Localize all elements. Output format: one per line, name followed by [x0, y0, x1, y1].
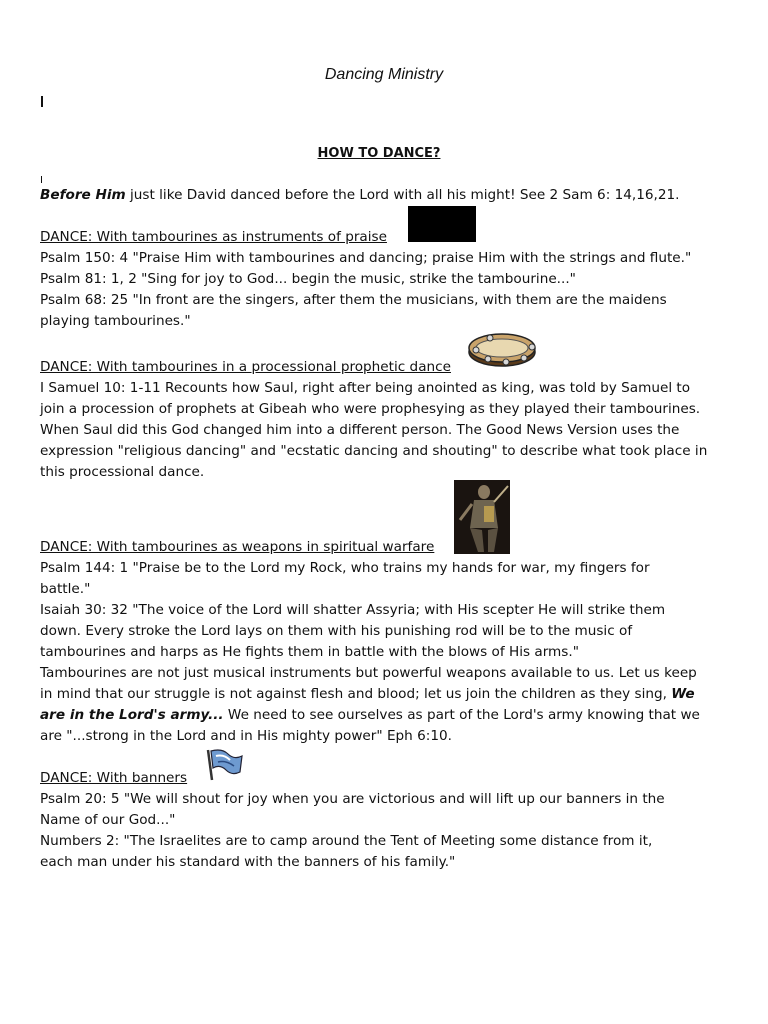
section-line: Psalm 68: 25 "In front are the singers, after them the musicians, with them are the maidens	[40, 292, 667, 308]
section-line: Tambourines are not just musical instruments but powerful weapons available to us. Let us keep	[40, 665, 697, 681]
intro-emphasis: Before Him	[40, 187, 126, 203]
section-praise	[40, 227, 730, 332]
section-line: join a procession of prophets at Gibeah who were prophesying as they played their tambourines.	[40, 401, 701, 417]
section-heading: DANCE: With tambourines as weapons in spiritual warfare	[40, 539, 435, 555]
tambourine-icon	[466, 328, 538, 372]
section-heading: DANCE: With banners	[40, 770, 188, 786]
section-line: this processional dance.	[40, 464, 205, 480]
section-processional	[40, 357, 730, 483]
section-line: Numbers 2: "The Israelites are to camp around the Tent of Meeting some distance from it,	[40, 833, 653, 849]
main-heading: HOW TO DANCE?	[317, 146, 441, 161]
section-line: Isaiah 30: 32 "The voice of the Lord will shatter Assyria; with His scepter He will strike them	[40, 602, 666, 618]
section-line: tambourines and harps as He fights them in battle with the blows of His arms."	[40, 644, 579, 660]
section-line: down. Every stroke the Lord lays on them with his punishing rod will be to the music of	[40, 623, 633, 639]
emphasis-text: are in the Lord's army...	[40, 707, 224, 723]
document-title: Dancing Ministry	[324, 66, 444, 83]
intro-paragraph	[40, 185, 730, 206]
section-line: are "...strong in the Lord and in His mighty power" Eph 6:10.	[40, 728, 452, 744]
section-line: When Saul did this God changed him into a different person. The Good News Version uses the	[40, 422, 680, 438]
section-line: each man under his standard with the banners of his family."	[40, 854, 456, 870]
text-cursor-mark-small	[41, 176, 42, 183]
intro-text: just like David danced before the Lord with all his might! See 2 Sam 6: 14,16,21.	[125, 187, 680, 203]
section-line: playing tambourines."	[40, 313, 191, 329]
banner-flag-icon	[202, 746, 246, 782]
section-warfare	[40, 537, 730, 747]
section-banners	[40, 768, 730, 873]
section-line: in mind that our struggle is not against flesh and blood; let us join the children as they sing,	[40, 686, 672, 702]
section-line: Name of our God..."	[40, 812, 176, 828]
section-line: Psalm 81: 1, 2 "Sing for joy to God... begin the music, strike the tambourine..."	[40, 271, 576, 287]
section-line: Psalm 150: 4 "Praise Him with tambourines and dancing; praise Him with the strings and flute."	[40, 250, 692, 266]
emphasis-text: We	[671, 686, 695, 702]
black-image-block	[408, 206, 476, 242]
text-cursor-mark	[41, 96, 43, 107]
section-heading: DANCE: With tambourines as instruments of praise	[40, 229, 387, 245]
section-line: battle."	[40, 581, 91, 597]
section-line: Psalm 144: 1 "Praise be to the Lord my Rock, who trains my hands for war, my fingers for	[40, 560, 650, 576]
section-line: I Samuel 10: 1-11 Recounts how Saul, right after being anointed as king, was told by Samuel to	[40, 380, 691, 396]
section-line: expression "religious dancing" and "ecstatic dancing and shouting" to describe what took place in	[40, 443, 708, 459]
section-line: We need to see ourselves as part of the Lord's army knowing that we	[223, 707, 700, 723]
warrior-figure-icon	[454, 480, 510, 554]
section-heading: DANCE: With tambourines in a processional prophetic dance	[40, 359, 451, 375]
section-line: Psalm 20: 5 "We will shout for joy when you are victorious and will lift up our banners in the	[40, 791, 665, 807]
